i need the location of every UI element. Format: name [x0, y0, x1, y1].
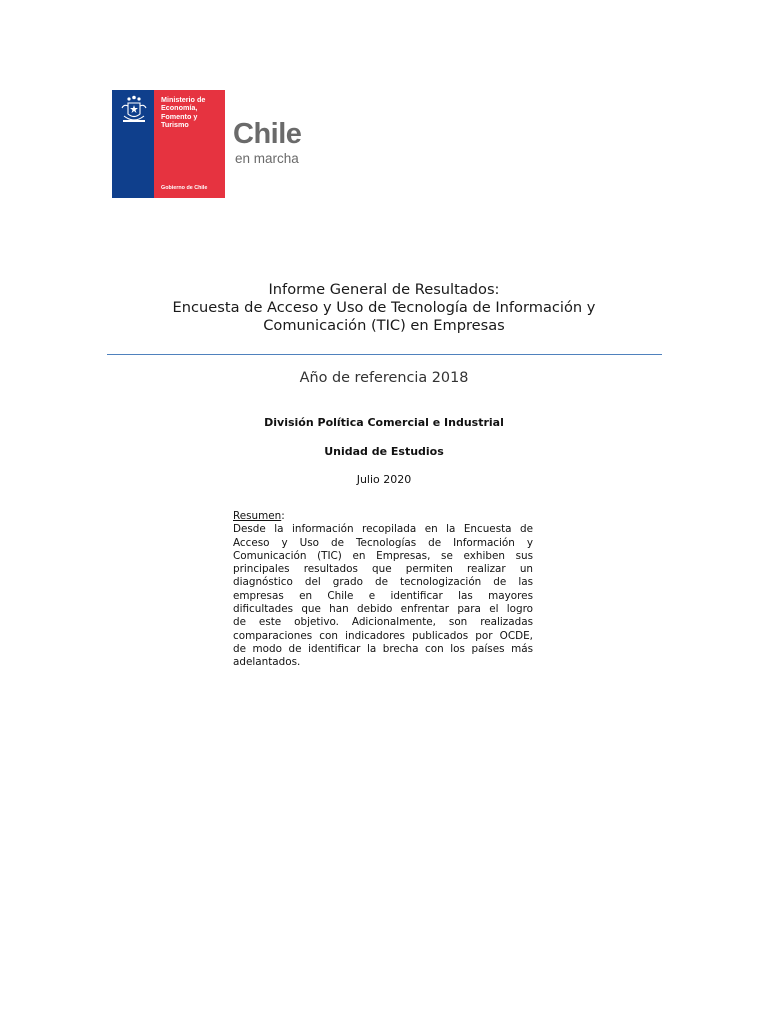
brand-word: Chile [233, 118, 302, 150]
division-name: División Política Comercial e Industrial [264, 416, 504, 429]
abstract-line: Desde la información recopilada en la Encuesta de [233, 523, 533, 536]
title-line: Informe General de Resultados: [268, 281, 500, 298]
abstract-line: empresas en Chile e identificar las mayores [233, 589, 533, 602]
title-line: Comunicación (TIC) en Empresas [263, 317, 505, 334]
abstract-line: diagnóstico del grado de tecnologización de las [233, 576, 533, 589]
report-title [100, 281, 668, 335]
reference-year: Año de referencia 2018 [299, 370, 469, 386]
title-divider [107, 354, 662, 355]
publication-date: Julio 2020 [356, 473, 412, 486]
title-line: Encuesta de Acceso y Uso de Tecnología de Información y [172, 299, 596, 316]
abstract-label: Resumen [233, 510, 282, 522]
ministry-name: Ministerio de Economía, Fomento y Turismo [161, 95, 206, 130]
abstract-line: de modo de identificar la brecha con los países más [233, 642, 533, 655]
abstract-line: Acceso y Uso de Tecnologías de Información y [233, 536, 533, 549]
abstract-line: dificultades que han debido enfrentar para el logro [233, 603, 533, 616]
abstract [233, 510, 533, 670]
abstract-body [233, 523, 533, 669]
ministry-flag-block [112, 90, 225, 198]
abstract-line: comparaciones con indicadores publicados por OCDE, [233, 629, 533, 642]
abstract-line: Comunicación (TIC) en Empresas, se exhiben sus [233, 549, 533, 562]
unit-name: Unidad de Estudios [324, 445, 444, 458]
coat-of-arms-icon [118, 94, 150, 128]
abstract-line: adelantados. [233, 656, 301, 669]
abstract-heading [233, 510, 533, 523]
abstract-colon: : [281, 510, 285, 522]
abstract-line: de este objetivo. Adicionalmente, son realizadas [233, 616, 533, 629]
gobierno-label: Gobierno de Chile [161, 185, 208, 191]
ministry-logo [112, 90, 322, 198]
brand-subtitle: en marcha [235, 151, 299, 166]
abstract-line: principales resultados que permiten realizar un [233, 563, 533, 576]
